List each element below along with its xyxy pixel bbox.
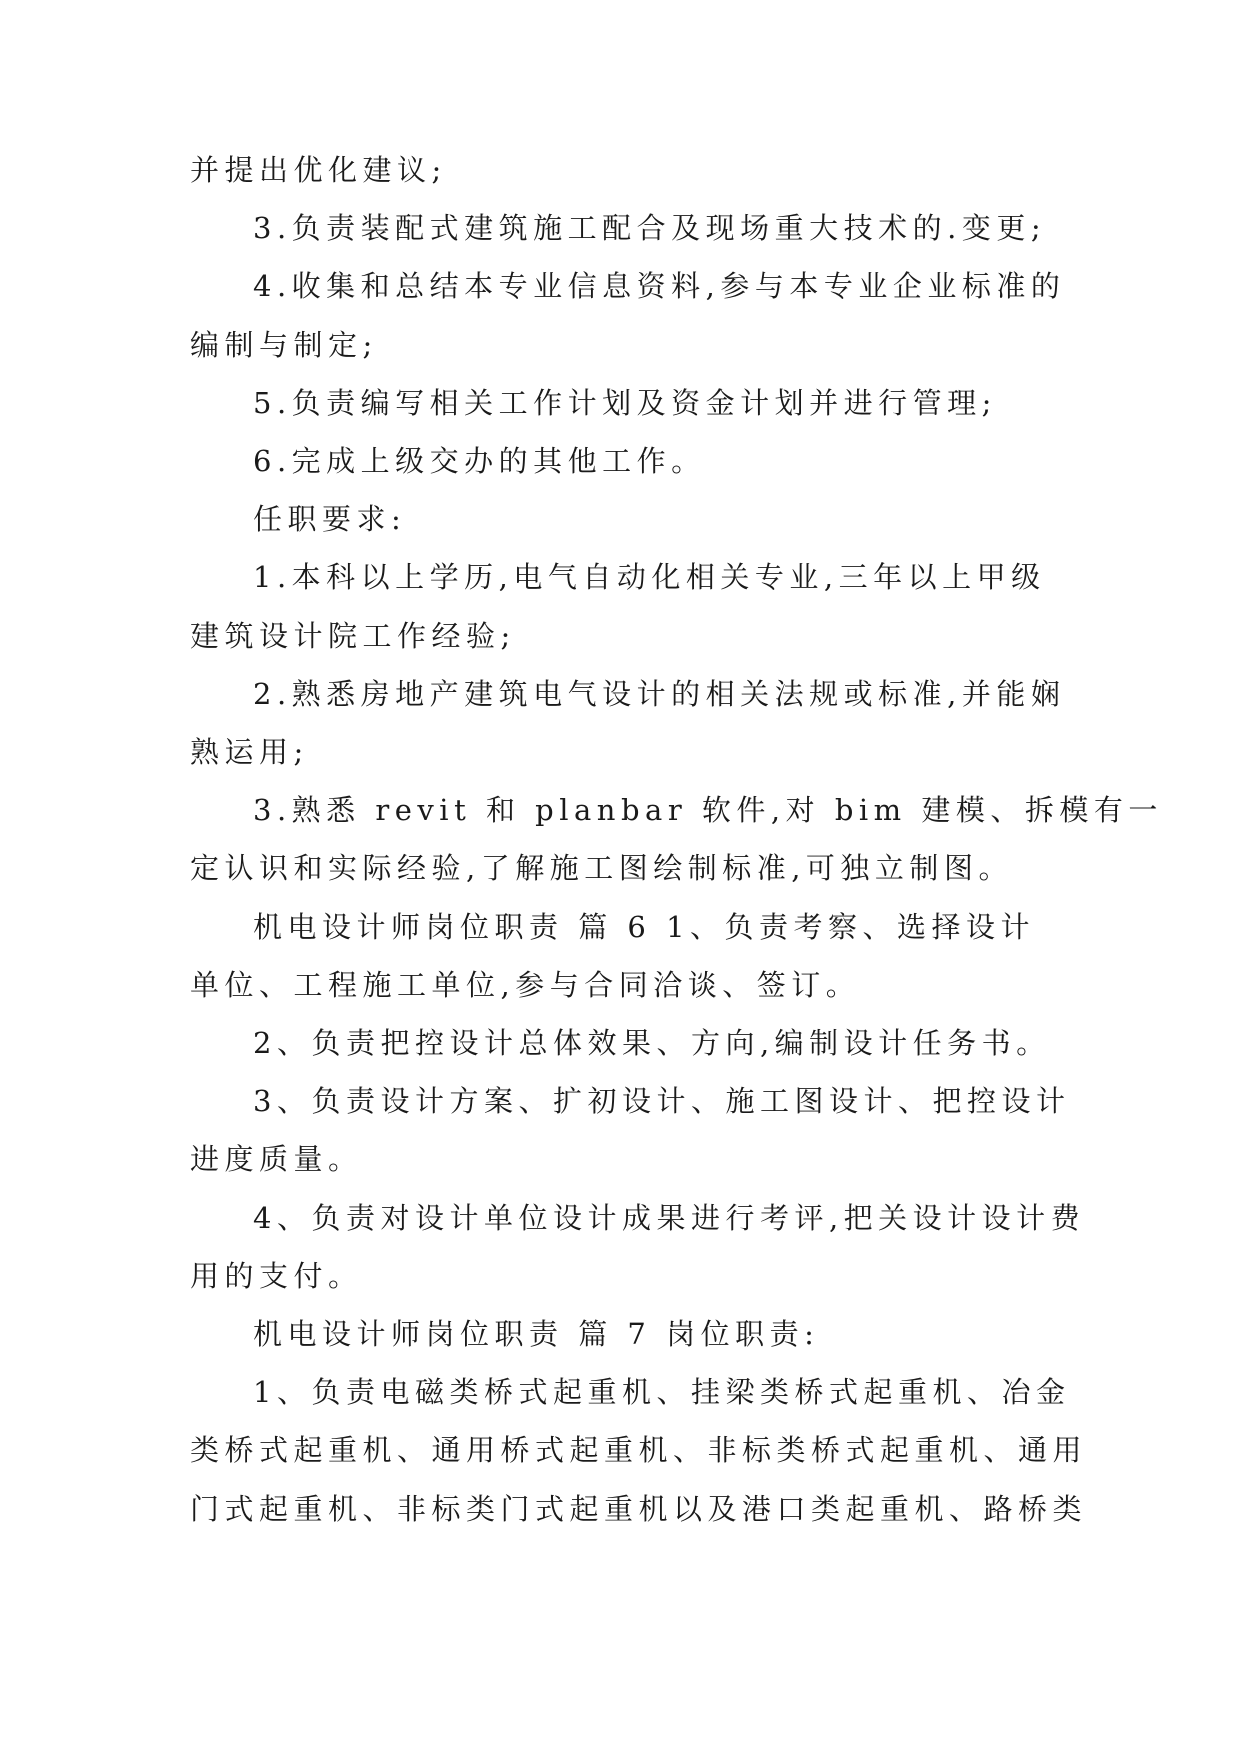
text-line: 1.本科以上学历,电气自动化相关专业,三年以上甲级 — [253, 560, 1046, 594]
text-line: 4.收集和总结本专业信息资料,参与本专业企业标准的 — [253, 269, 1066, 303]
text-line: 3、负责设计方案、扩初设计、施工图设计、把控设计 — [253, 1084, 1071, 1118]
text-line: 6.完成上级交办的其他工作。 — [253, 444, 706, 478]
text-line: 并提出优化建议; — [190, 153, 447, 187]
text-line: 4、负责对设计单位设计成果进行考评,把关设计设计费 — [253, 1201, 1086, 1235]
text-line: 1、负责电磁类桥式起重机、挂梁类桥式起重机、冶金 — [253, 1375, 1071, 1409]
text-line: 进度质量。 — [190, 1142, 363, 1176]
text-line: 2.熟悉房地产建筑电气设计的相关法规或标准,并能娴 — [253, 677, 1066, 711]
section-heading: 任职要求: — [253, 502, 407, 536]
text-line: 单位、工程施工单位,参与合同洽谈、签订。 — [190, 968, 861, 1002]
text-line: 2、负责把控设计总体效果、方向,编制设计任务书。 — [253, 1026, 1051, 1060]
text-line: 5.负责编写相关工作计划及资金计划并进行管理; — [253, 386, 997, 420]
text-line: 熟运用; — [190, 735, 309, 769]
text-line: 建筑设计院工作经验; — [190, 619, 516, 653]
text-line: 3.熟悉 revit 和 planbar 软件,对 bim 建模、拆模有一 — [253, 793, 1163, 827]
text-line: 3.负责装配式建筑施工配合及现场重大技术的.变更; — [253, 211, 1047, 245]
section-heading: 机电设计师岗位职责 篇 6 1、负责考察、选择设计 — [253, 910, 1036, 944]
text-line: 用的支付。 — [190, 1259, 363, 1293]
text-line: 门式起重机、非标类门式起重机以及港口类起重机、路桥类 — [190, 1492, 1088, 1526]
text-line: 编制与制定; — [190, 328, 378, 362]
text-line: 类桥式起重机、通用桥式起重机、非标类桥式起重机、通用 — [190, 1433, 1088, 1467]
section-heading: 机电设计师岗位职责 篇 7 岗位职责: — [253, 1317, 820, 1351]
text-line: 定认识和实际经验,了解施工图绘制标准,可独立制图。 — [190, 851, 1013, 885]
